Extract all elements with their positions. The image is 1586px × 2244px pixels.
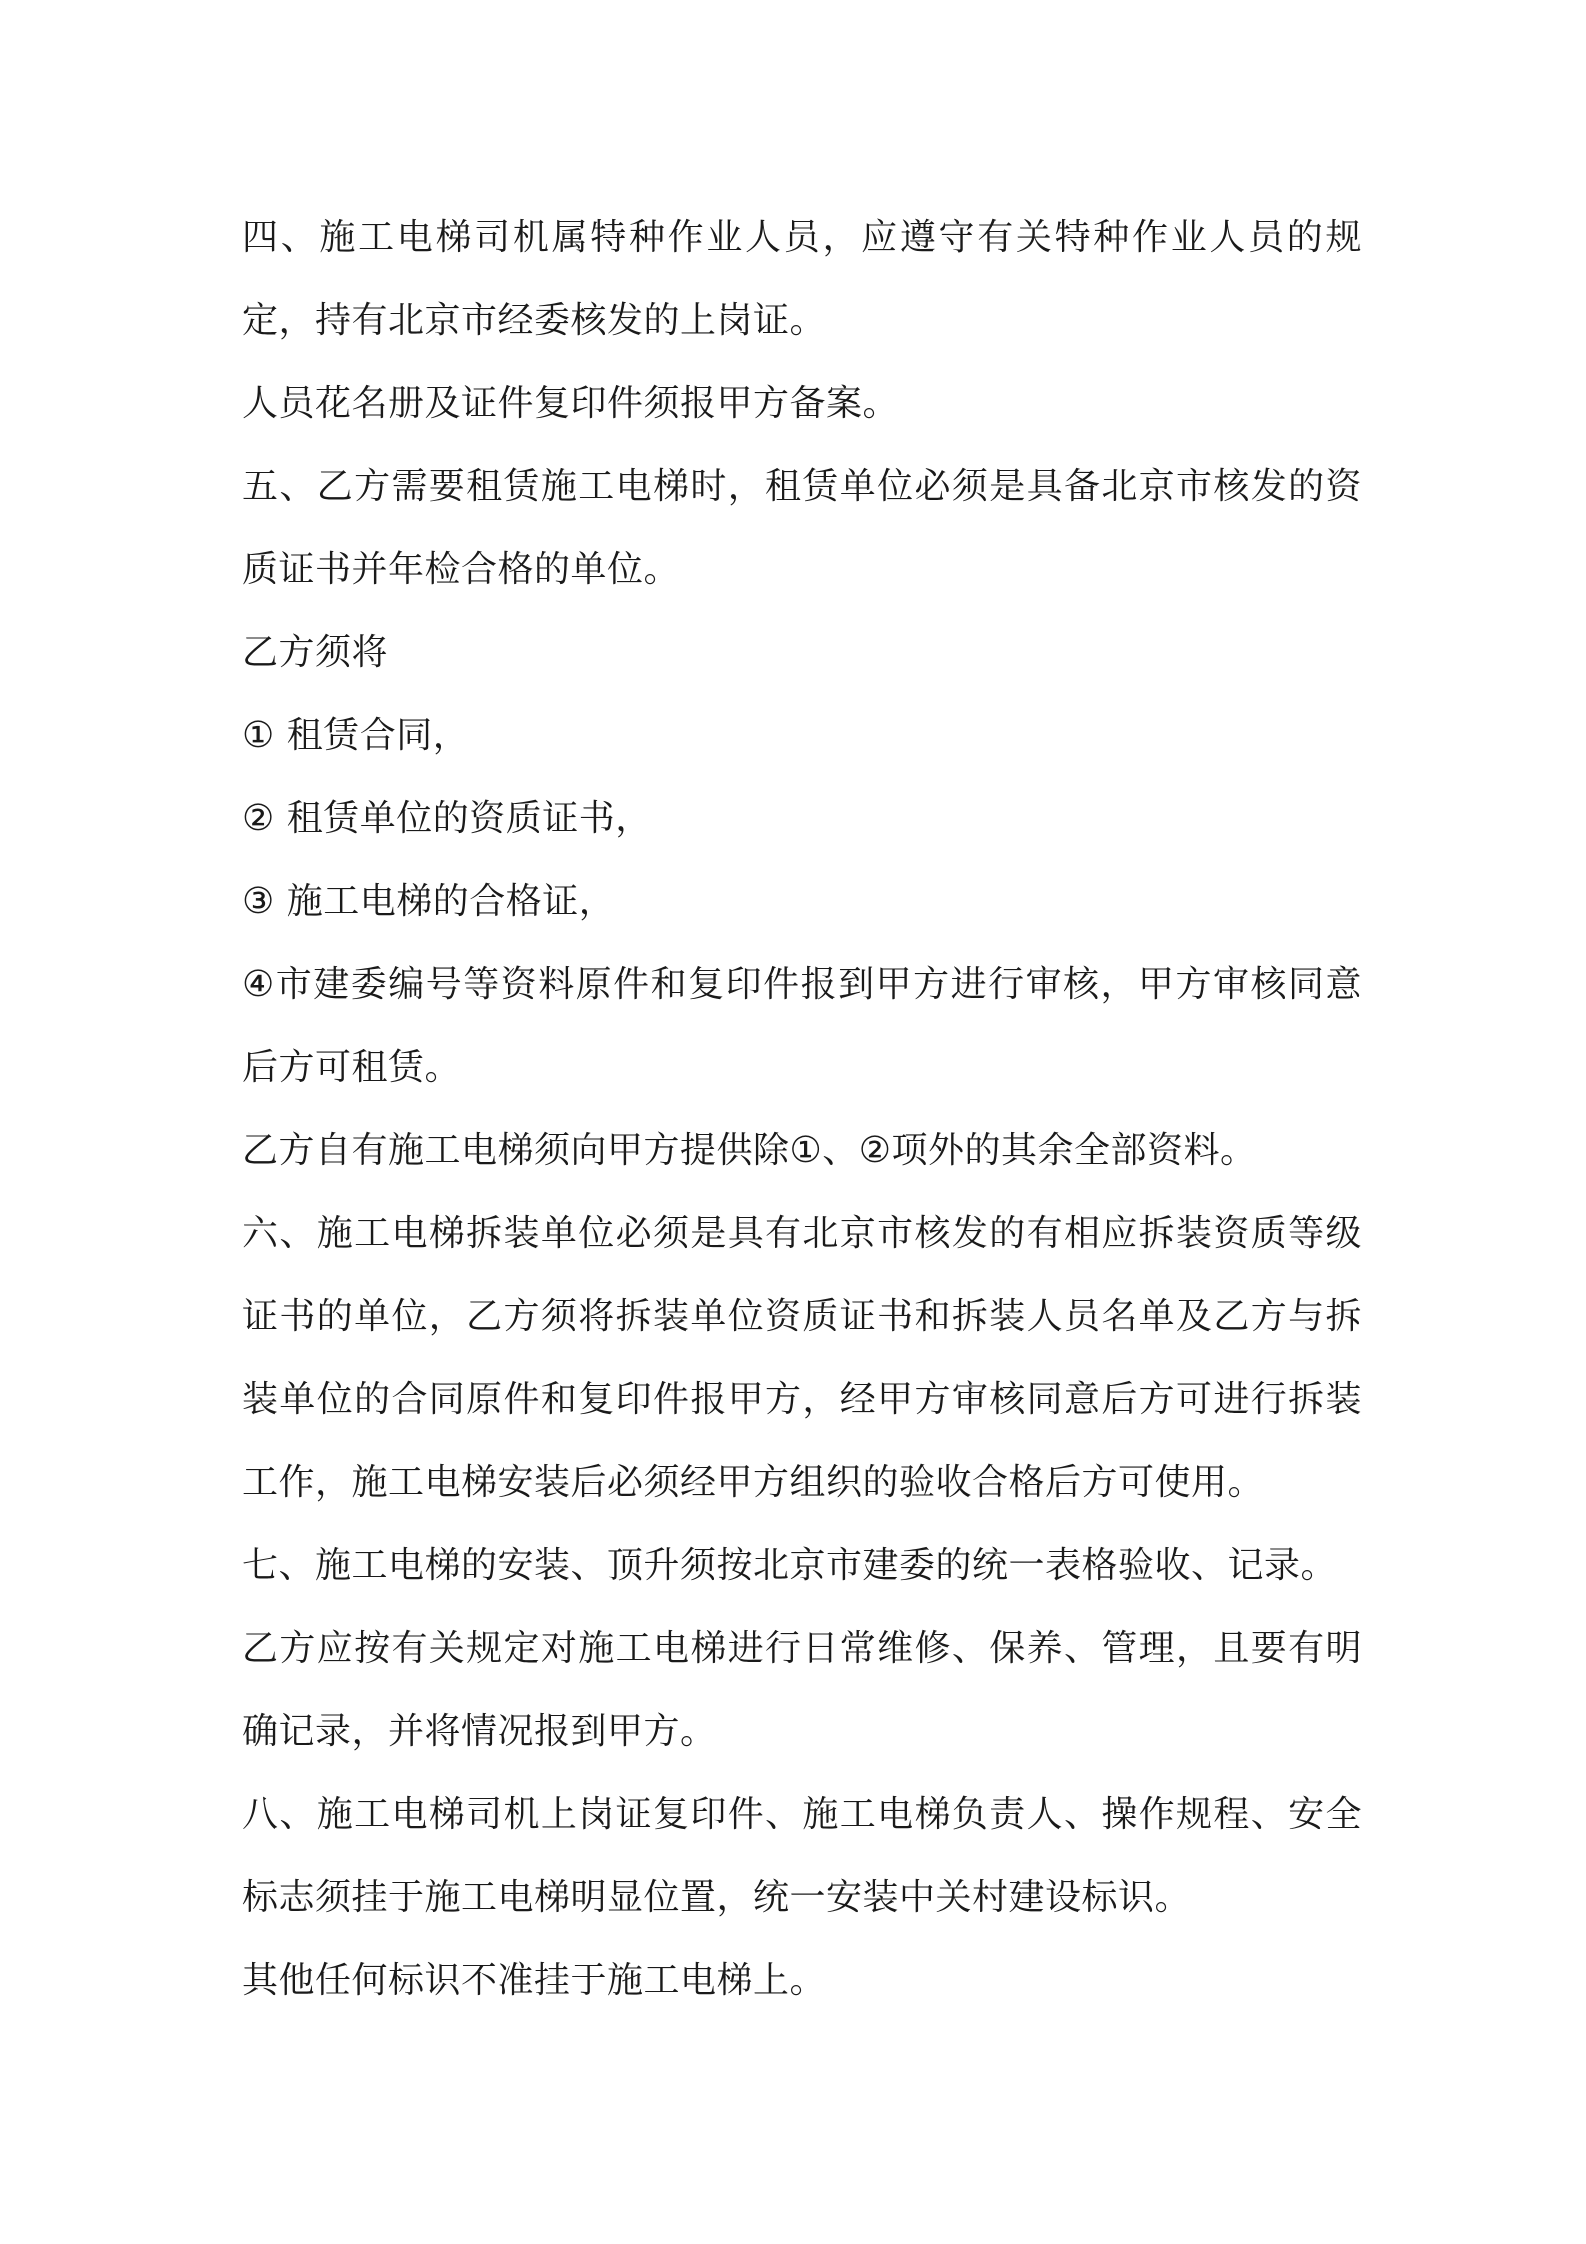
list-item-lease-contract: ① 租赁合同， bbox=[242, 715, 470, 756]
paragraph-clause-5: 五、乙方需要租赁施工电梯时，租赁单位必须是具备北京市核发的资质证书并年检合格的单位。 bbox=[242, 466, 1362, 590]
paragraph-own-elevator: 乙方自有施工电梯须向甲方提供除①、②项外的其余全部资料。 bbox=[242, 1130, 1257, 1171]
paragraph-maintenance: 乙方应按有关规定对施工电梯进行日常维修、保养、管理，且要有明确记录，并将情况报到甲方。 bbox=[242, 1628, 1362, 1752]
list-item-elevator-certificate: ③ 施工电梯的合格证， bbox=[242, 881, 616, 922]
document-body bbox=[242, 196, 1362, 2022]
list-item-registration-number: ④市建委编号等资料原件和复印件报到甲方进行审核，甲方审核同意后方可租赁。 bbox=[242, 964, 1362, 1088]
paragraph-party-b-must: 乙方须将 bbox=[242, 632, 389, 673]
paragraph-clause-8: 八、施工电梯司机上岗证复印件、施工电梯负责人、操作规程、安全标志须挂于施工电梯明显位置，统一安装中关村建设标识。 bbox=[242, 1794, 1362, 1918]
list-item-qualification-certificate: ② 租赁单位的资质证书， bbox=[242, 798, 652, 839]
paragraph-roster-filing: 人员花名册及证件复印件须报甲方备案。 bbox=[242, 383, 900, 424]
paragraph-clause-7: 七、施工电梯的安装、顶升须按北京市建委的统一表格验收、记录。 bbox=[242, 1545, 1338, 1586]
paragraph-clause-4: 四、施工电梯司机属特种作业人员，应遵守有关特种作业人员的规定，持有北京市经委核发的上岗证。 bbox=[242, 217, 1362, 341]
paragraph-clause-6: 六、施工电梯拆装单位必须是具有北京市核发的有相应拆装资质等级证书的单位，乙方须将拆装单位资质证书和拆装人员名单及乙方与拆装单位的合同原件和复印件报甲方，经甲方审核同意后方可进行拆装工作，施工电梯安装后必须经甲方组织的验收合格后方可使用。 bbox=[242, 1213, 1362, 1503]
paragraph-other-signs: 其他任何标识不准挂于施工电梯上。 bbox=[242, 1960, 827, 2001]
